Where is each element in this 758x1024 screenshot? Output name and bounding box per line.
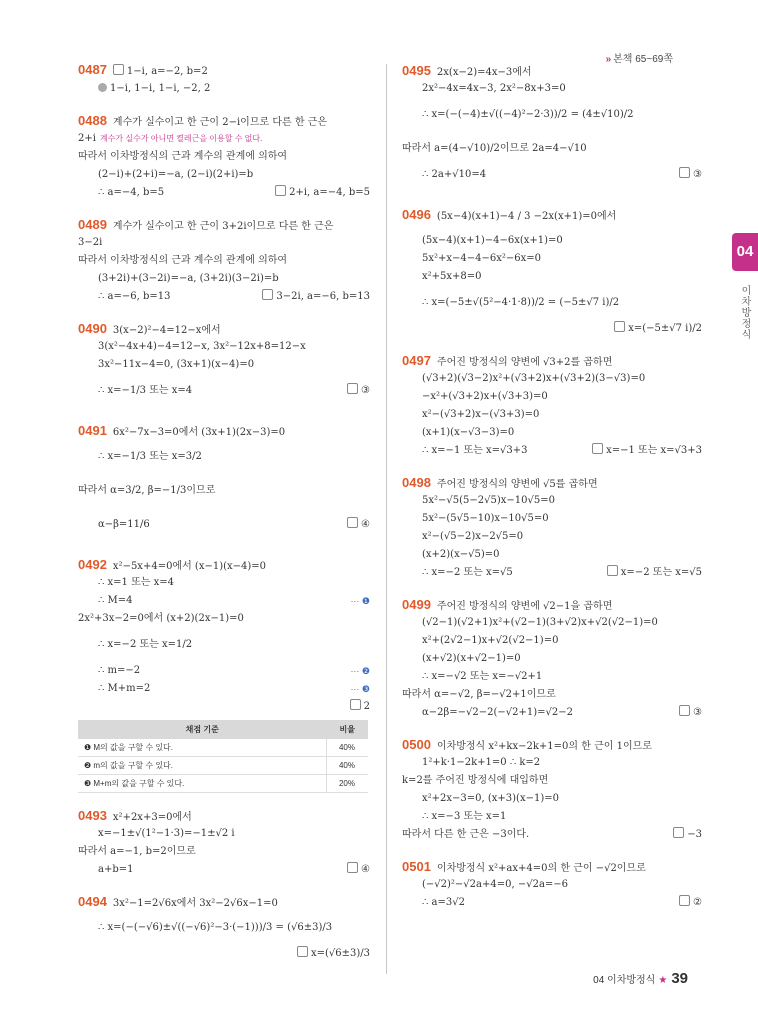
text-right-4-lines-4: ∴ x=−√2 또는 x=−√2+1	[422, 671, 543, 682]
text-left-0-num: 0487	[78, 62, 107, 77]
answer-box-icon	[347, 862, 358, 873]
text-left-5-answer: 2	[363, 701, 370, 712]
column-divider	[386, 64, 387, 974]
answer-box-icon	[607, 565, 618, 576]
text-left-5-lines-5: ∴ m=−2	[98, 665, 141, 676]
problem-0501	[402, 858, 702, 912]
text-right-6-lines-1: (−√2)²−√2a+4=0, −√2a=−6	[422, 879, 569, 890]
text-right-4-lines-0: 주어진 방정식의 양변에 √2−1을 곱하면	[436, 601, 613, 612]
text-left-1-num: 0488	[78, 113, 107, 128]
text-right-1-lines-2: 5x²+x−4−4−6x²−6x=0	[422, 253, 542, 264]
text-right-2-answer: x=−1 또는 x=√3+3	[606, 445, 702, 456]
text-left-5-marks-2: ··· ❸	[350, 684, 370, 694]
text-right-4-answer: ③	[693, 707, 702, 718]
text-left-1-lines-3: (2−i)+(2+i)=−a, (2−i)(2+i)=b	[98, 169, 254, 180]
answer-box-icon	[614, 321, 625, 332]
text-left-3-lines-2: 3x²−11x−4=0, (3x+1)(x−4)=0	[98, 359, 255, 370]
text-right-0-lines-2: ∴ x=(−(−4)±√((−4)²−2·3))/2 = (4±√10)/2	[422, 109, 634, 120]
text-right-5-lines-3: x²+2x−3=0, (x+3)(x−1)=0	[422, 793, 559, 804]
text-right-6-lines-0: 이차방정식 x²+ax+4=0의 한 근이 −√2이므로	[436, 863, 646, 874]
text-left-4-lines-0: 6x²−7x−3=0에서 (3x+1)(2x−3)=0	[112, 427, 286, 438]
text-left-6-lines-3: a+b=1	[98, 864, 134, 875]
text-right-6-lines-2: ∴ a=3√2	[422, 897, 465, 908]
text-left-4-answer: ④	[361, 519, 370, 530]
text-left-4-num: 0491	[78, 423, 107, 438]
text-right-2-lines-4: (x+1)(x−√3−3)=0	[422, 427, 515, 438]
problem-0487	[78, 62, 370, 98]
text-right-2-lines-2: −x²+(√3+2)x+(√3+3)=0	[422, 391, 548, 402]
text-left-3-lines-0: 3(x−2)²−4=12−x에서	[112, 325, 221, 336]
text-right-3-lines-5: ∴ x=−2 또는 x=√5	[422, 567, 513, 578]
text-criteria-rows-0-pct: 40%	[327, 739, 369, 757]
text-criteria-rows-1-text: ❷ m의 값을 구할 수 있다.	[78, 757, 327, 775]
text-left-6-num: 0493	[78, 808, 107, 823]
star-icon: ★	[658, 975, 668, 986]
text-right-4-lines-2: x²+(2√2−1)x+√2(√2−1)=0	[422, 635, 559, 646]
text-left-5-lines-3: 2x²+3x−2=0에서 (x+2)(2x−1)=0	[78, 613, 244, 624]
text-left-1-lines-4: ∴ a=−4, b=5	[98, 187, 165, 198]
text-right-3-lines-4: (x+2)(x−√5)=0	[422, 549, 500, 560]
problem-0497	[402, 352, 702, 460]
page-footer	[593, 970, 688, 987]
problem-0493	[78, 807, 370, 879]
text-right-0-lines-3: 따라서 a=(4−√10)/2이므로 2a=4−√10	[402, 143, 587, 154]
text-left-3-answer: ③	[361, 385, 370, 396]
answer-box-icon	[297, 946, 308, 957]
text-right-4-lines-5: 따라서 α=−√2, β=−√2+1이므로	[402, 689, 556, 700]
problem-0499	[402, 596, 702, 722]
page-number: 39	[671, 970, 688, 987]
text-criteria-rows-2-text: ❸ M+m의 값을 구할 수 있다.	[78, 775, 327, 793]
text-left-1-answer: 2+i, a=−4, b=5	[289, 187, 370, 198]
answer-box-icon	[592, 443, 603, 454]
text-left-5-lines-0: x²−5x+4=0에서 (x−1)(x−4)=0	[112, 561, 267, 572]
text-left-5-lines-1: ∴ x=1 또는 x=4	[98, 577, 174, 588]
problem-0489	[78, 216, 370, 306]
answer-box-icon	[347, 517, 358, 528]
text-left-7-lines-0: 3x²−1=2√6x에서 3x²−2√6x−1=0	[112, 898, 278, 909]
text-left-2-lines-2: 따라서 이차방정식의 근과 계수의 관계에 의하여	[78, 255, 288, 266]
text-criteria-rows-0-text: ❶ M의 값을 구할 수 있다.	[78, 739, 327, 757]
problem-0498	[402, 474, 702, 582]
text-criteria-rows-2-pct: 20%	[327, 775, 369, 793]
text-left-7-answer: x=(√6±3)/3	[310, 948, 370, 959]
answer-box-icon	[679, 167, 690, 178]
text-left-6-answer: ④	[361, 864, 370, 875]
problem-0494	[78, 893, 370, 963]
answer-box-icon	[673, 827, 684, 838]
text-right-4-lines-3: (x+√2)(x+√2−1)=0	[422, 653, 521, 664]
check-icon	[98, 83, 107, 92]
text-right-5-lines-4: ∴ x=−3 또는 x=1	[422, 811, 507, 822]
text-left-5-lines-2: ∴ M=4	[98, 595, 133, 606]
text-right-3-lines-1: 5x²−√5(5−2√5)x−10√5=0	[422, 495, 555, 506]
text-left-1-lines-0: 계수가 실수이고 한 근이 2−i이므로 다른 한 근은	[112, 117, 327, 128]
text-right-0-lines-1: 2x²−4x=4x−3, 2x²−8x+3=0	[422, 83, 566, 94]
text-right-5-num: 0500	[402, 737, 431, 752]
text-right-6-answer: ②	[693, 897, 702, 908]
text-left-7-num: 0494	[78, 894, 107, 909]
text-right-2-lines-0: 주어진 방정식의 양변에 √3+2를 곱하면	[436, 357, 613, 368]
right-column	[402, 62, 702, 926]
text-criteria-rows-1-pct: 40%	[327, 757, 369, 775]
text-right-1-lines-0: (5x−4)(x+1)−4 / 3 −2x(x+1)=0에서	[436, 211, 617, 222]
problem-0488	[78, 112, 370, 202]
chapter-title: 이차방정식	[739, 285, 750, 340]
text-criteria-headers-0: 채점 기준	[78, 720, 327, 739]
text-right-0-lines-4: ∴ 2a+√10=4	[422, 169, 487, 180]
text-right-5-answer: −3	[687, 829, 702, 840]
text-left-2-answer: 3−2i, a=−6, b=13	[276, 291, 370, 302]
text-left-4-lines-2: 따라서 α=3/2, β=−1/3이므로	[78, 485, 216, 496]
text-left-0-answer: 1−i, a=−2, b=2	[126, 66, 208, 77]
page-reference: » 본책 65~69쪽	[605, 54, 673, 65]
text-right-4-num: 0499	[402, 597, 431, 612]
text-left-6-lines-1: x=−1±√(1²−1·3)=−1±√2 i	[98, 828, 235, 839]
text-left-5-num: 0492	[78, 557, 107, 572]
answer-box-icon	[679, 895, 690, 906]
text-right-0-num: 0495	[402, 63, 431, 78]
text-right-2-lines-3: x²−(√3+2)x−(√3+3)=0	[422, 409, 540, 420]
text-right-3-lines-0: 주어진 방정식의 양변에 √5를 곱하면	[436, 479, 598, 490]
text-left-3-lines-1: 3(x²−4x+4)−4=12−x, 3x²−12x+8=12−x	[98, 341, 306, 352]
answer-box-icon	[350, 699, 361, 710]
text-right-5-lines-2: k=2를 주어진 방정식에 대입하면	[402, 775, 549, 786]
text-right-4-lines-6: α−2β=−√2−2(−√2+1)=√2−2	[422, 707, 574, 718]
text-right-2-lines-1: (√3+2)(√3−2)x²+(√3+2)x+(√3+2)(3−√3)=0	[422, 373, 646, 384]
text-left-5-marks-1: ··· ❷	[350, 666, 370, 676]
text-left-6-lines-2: 따라서 a=−1, b=2이므로	[78, 846, 196, 857]
chapter-tab[interactable]: 04	[732, 233, 758, 271]
text-left-5-lines-6: ∴ M+m=2	[98, 683, 151, 694]
text-right-1-lines-1: (5x−4)(x+1)−4−6x(x+1)=0	[422, 235, 563, 246]
problem-0492	[78, 556, 370, 793]
text-right-0-lines-0: 2x(x−2)=4x−3에서	[436, 67, 532, 78]
text-right-3-answer: x=−2 또는 x=√5	[620, 567, 702, 578]
text-left-7-lines-1: ∴ x=(−(−√6)±√((−√6)²−3·(−1)))/3 = (√6±3)/3	[98, 922, 333, 933]
text-right-1-num: 0496	[402, 207, 431, 222]
text-left-2-lines-3: (3+2i)+(3−2i)=−a, (3+2i)(3−2i)=b	[98, 273, 279, 284]
text-left-1-lines-2: 따라서 이차방정식의 근과 계수의 관계에 의하여	[78, 151, 288, 162]
answer-box-icon	[347, 383, 358, 394]
text-left-4-lines-3: α−β=11/6	[98, 519, 150, 530]
text-right-2-lines-5: ∴ x=−1 또는 x=√3+3	[422, 445, 528, 456]
text-right-1-lines-3: x²+5x+8=0	[422, 271, 482, 282]
text-left-2-lines-0: 계수가 실수이고 한 근이 3+2i이므로 다른 한 근은	[112, 221, 334, 232]
text-header-ref: 본책 65~69쪽	[613, 54, 673, 65]
text-right-0-answer: ③	[693, 169, 702, 180]
answer-box-icon	[679, 705, 690, 716]
text-right-1-answer: x=(−5±√7 i)/2	[628, 323, 702, 334]
answer-box-icon	[113, 64, 124, 75]
problem-0500	[402, 736, 702, 844]
text-left-5-marks-0: ··· ❶	[350, 596, 370, 606]
text-left-2-num: 0489	[78, 217, 107, 232]
text-left-3-lines-3: ∴ x=−1/3 또는 x=4	[98, 385, 193, 396]
text-left-2-lines-4: ∴ a=−6, b=13	[98, 291, 171, 302]
grading-criteria-table	[78, 720, 368, 793]
text-right-5-lines-0: 이차방정식 x²+kx−2k+1=0의 한 근이 1이므로	[436, 741, 652, 752]
text-right-3-lines-3: x²−(√5−2)x−2√5=0	[422, 531, 524, 542]
text-right-3-num: 0498	[402, 475, 431, 490]
text-left-1-lines-1: 2+i	[78, 133, 96, 144]
text-left-6-lines-0: x²+2x+3=0에서	[112, 812, 192, 823]
text-left-5-lines-4: ∴ x=−2 또는 x=1/2	[98, 639, 193, 650]
text-right-6-num: 0501	[402, 859, 431, 874]
text-left-2-lines-1: 3−2i	[78, 237, 103, 248]
text-right-5-lines-5: 따라서 다른 한 근은 −3이다.	[402, 829, 530, 840]
text-right-1-lines-4: ∴ x=(−5±√(5²−4·1·8))/2 = (−5±√7 i)/2	[422, 297, 620, 308]
text-right-4-lines-1: (√2−1)(√2+1)x²+(√2−1)(3+√2)x+√2(√2−1)=0	[422, 617, 658, 628]
problem-0491	[78, 422, 370, 542]
text-footer-label: 04 이차방정식	[593, 975, 656, 986]
answer-box-icon	[275, 185, 286, 196]
problem-0490	[78, 320, 370, 408]
text-criteria-headers-1: 비율	[327, 720, 369, 739]
left-column	[78, 62, 370, 977]
text-right-3-lines-2: 5x²−(5√5−10)x−10√5=0	[422, 513, 549, 524]
tip-note: 계수가 실수가 아니면 켤레근을 이용할 수 없다.	[99, 134, 263, 143]
problem-0496	[402, 198, 702, 338]
answer-box-icon	[262, 289, 273, 300]
text-right-2-num: 0497	[402, 353, 431, 368]
text-left-4-lines-1: ∴ x=−1/3 또는 x=3/2	[98, 451, 202, 462]
text-right-5-lines-1: 1²+k·1−2k+1=0 ∴ k=2	[422, 757, 541, 768]
text-left-0-lines-1: 1−i, 1−i, 1−i, −2, 2	[110, 83, 211, 94]
problem-0495	[402, 62, 702, 184]
text-left-3-num: 0490	[78, 321, 107, 336]
